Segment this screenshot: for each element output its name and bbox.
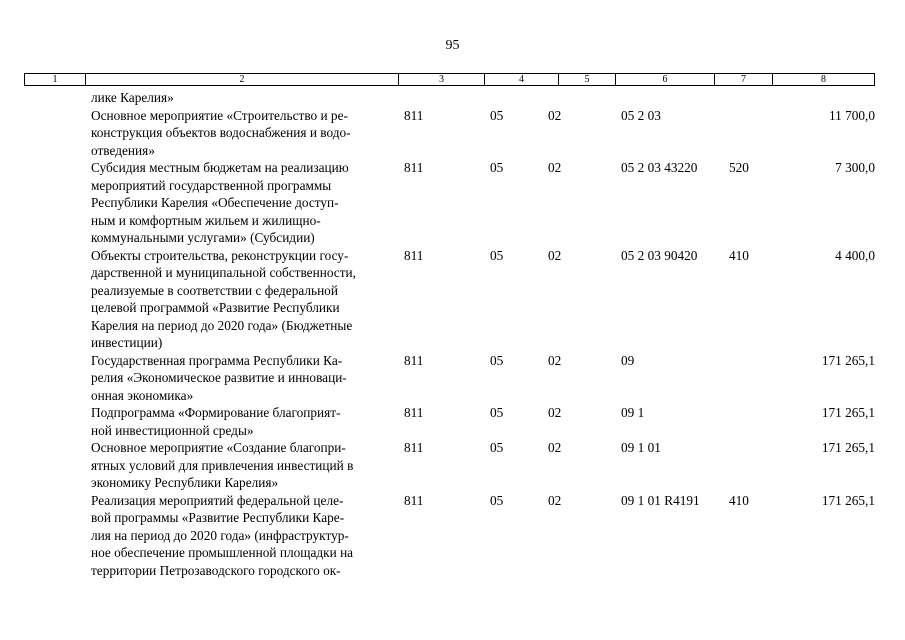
col-6-value: 05 2 03 xyxy=(621,107,661,123)
row-name-line: мероприятий государственной программы xyxy=(91,177,332,193)
row-name-line: целевой программой «Развитие Республики xyxy=(91,300,340,315)
row-name xyxy=(91,352,391,405)
row-name-line: ятных условий для привлечения инвестиций в xyxy=(91,457,354,473)
col-3-value: 811 xyxy=(404,107,424,123)
row-name xyxy=(91,159,391,247)
row-name-line: вой программы «Развитие Республики Каре- xyxy=(91,510,345,525)
row-name-line: Основное мероприятие «Создание благопри- xyxy=(91,440,346,455)
continuation-text: лике Карелия» xyxy=(91,90,174,105)
row-name-line: реализуемые в соответствии с федеральной xyxy=(91,282,338,298)
row-name xyxy=(91,247,391,352)
col-5-value: 02 xyxy=(548,440,562,455)
col-4-value: 05 xyxy=(490,160,504,175)
col-8-value: 171 265,1 xyxy=(821,492,875,508)
header-col-2: 2 xyxy=(85,74,398,86)
row-name-line: Реализация мероприятий федеральной целе- xyxy=(91,492,344,508)
col-6-value: 09 1 01 R4191 xyxy=(621,492,700,508)
col-3-value: 811 xyxy=(404,492,424,508)
row-name-line: Карелия на период до 2020 года» (Бюджетные xyxy=(91,317,353,333)
row-name-line: инвестиции) xyxy=(91,335,163,350)
col-5-value: 02 xyxy=(548,352,562,368)
header-col-1: 1 xyxy=(24,74,85,86)
col-4-value: 05 xyxy=(490,440,504,455)
row-name-line: экономику Республики Карелия» xyxy=(91,475,279,490)
col-7-value: 410 xyxy=(729,492,749,508)
col-4-value: 05 xyxy=(490,492,504,508)
col-5-value: 02 xyxy=(548,405,562,420)
row-name-line: Подпрограмма «Формирование благоприят- xyxy=(91,405,341,420)
row-name-line: Основное мероприятие «Строительство и ре- xyxy=(91,107,348,123)
row-name-line: Государственная программа Республики Ка- xyxy=(91,352,343,368)
col-8-value: 4 400,0 xyxy=(835,247,875,263)
col-3-value: 811 xyxy=(404,247,424,263)
row-name-line: Субсидия местным бюджетам на реализацию xyxy=(91,160,349,175)
col-4-value: 05 xyxy=(490,247,504,263)
row-name-line: конструкция объектов водоснабжения и водо- xyxy=(91,125,351,140)
row-name-line: лия на период до 2020 года» (инфраструктур- xyxy=(91,527,349,543)
row-name-line: ным и комфортным жильем и жилищно- xyxy=(91,212,321,228)
col-6-value: 09 xyxy=(621,352,635,368)
col-5-value: 02 xyxy=(548,247,562,263)
row-name-line: Объекты строительства, реконструкции госу- xyxy=(91,247,349,263)
col-3-value: 811 xyxy=(404,440,424,455)
row-name-line: коммунальными услугами» (Субсидии) xyxy=(91,230,315,245)
col-5-value: 02 xyxy=(548,160,562,175)
col-4-value: 05 xyxy=(490,352,504,368)
header-col-5: 5 xyxy=(558,74,615,86)
header-col-3: 3 xyxy=(398,74,484,86)
col-3-value: 811 xyxy=(404,160,424,175)
col-8-value: 7 300,0 xyxy=(835,160,875,175)
row-name xyxy=(91,492,391,580)
row-name-line: онная экономика» xyxy=(91,387,194,403)
col-8-value: 11 700,0 xyxy=(828,107,875,123)
col-6-value: 05 2 03 43220 xyxy=(621,160,698,175)
col-8-value: 171 265,1 xyxy=(821,352,875,368)
table-header xyxy=(24,73,875,86)
header-col-7: 7 xyxy=(714,74,772,86)
row-name-line: релия «Экономическое развитие и инноваци- xyxy=(91,370,347,385)
col-6-value: 09 1 xyxy=(621,405,645,420)
col-4-value: 05 xyxy=(490,107,504,123)
row-name xyxy=(91,107,391,160)
col-6-value: 09 1 01 xyxy=(621,440,661,455)
header-col-4: 4 xyxy=(484,74,558,86)
row-name-line: дарственной и муниципальной собственности, xyxy=(91,265,356,280)
col-8-value: 171 265,1 xyxy=(821,405,875,420)
row-name xyxy=(91,404,391,439)
col-3-value: 811 xyxy=(404,352,424,368)
row-name-line: ной инвестиционной среды» xyxy=(91,422,254,438)
row-name-line: отведения» xyxy=(91,142,155,158)
row-name-line: территории Петрозаводского городского ок- xyxy=(91,562,341,578)
col-7-value: 410 xyxy=(729,247,749,263)
col-8-value: 171 265,1 xyxy=(821,440,875,455)
col-7-value: 520 xyxy=(729,160,749,175)
page-number: 95 xyxy=(445,38,460,53)
row-name xyxy=(91,439,391,492)
header-col-6: 6 xyxy=(615,74,714,86)
col-3-value: 811 xyxy=(404,405,424,420)
header-col-8: 8 xyxy=(772,74,875,86)
col-5-value: 02 xyxy=(548,492,562,508)
col-4-value: 05 xyxy=(490,405,504,420)
row-name-line: ное обеспечение промышленной площадки на xyxy=(91,545,354,560)
row-name-line: Республики Карелия «Обеспечение доступ- xyxy=(91,195,339,210)
col-6-value: 05 2 03 90420 xyxy=(621,247,698,263)
col-5-value: 02 xyxy=(548,107,562,123)
